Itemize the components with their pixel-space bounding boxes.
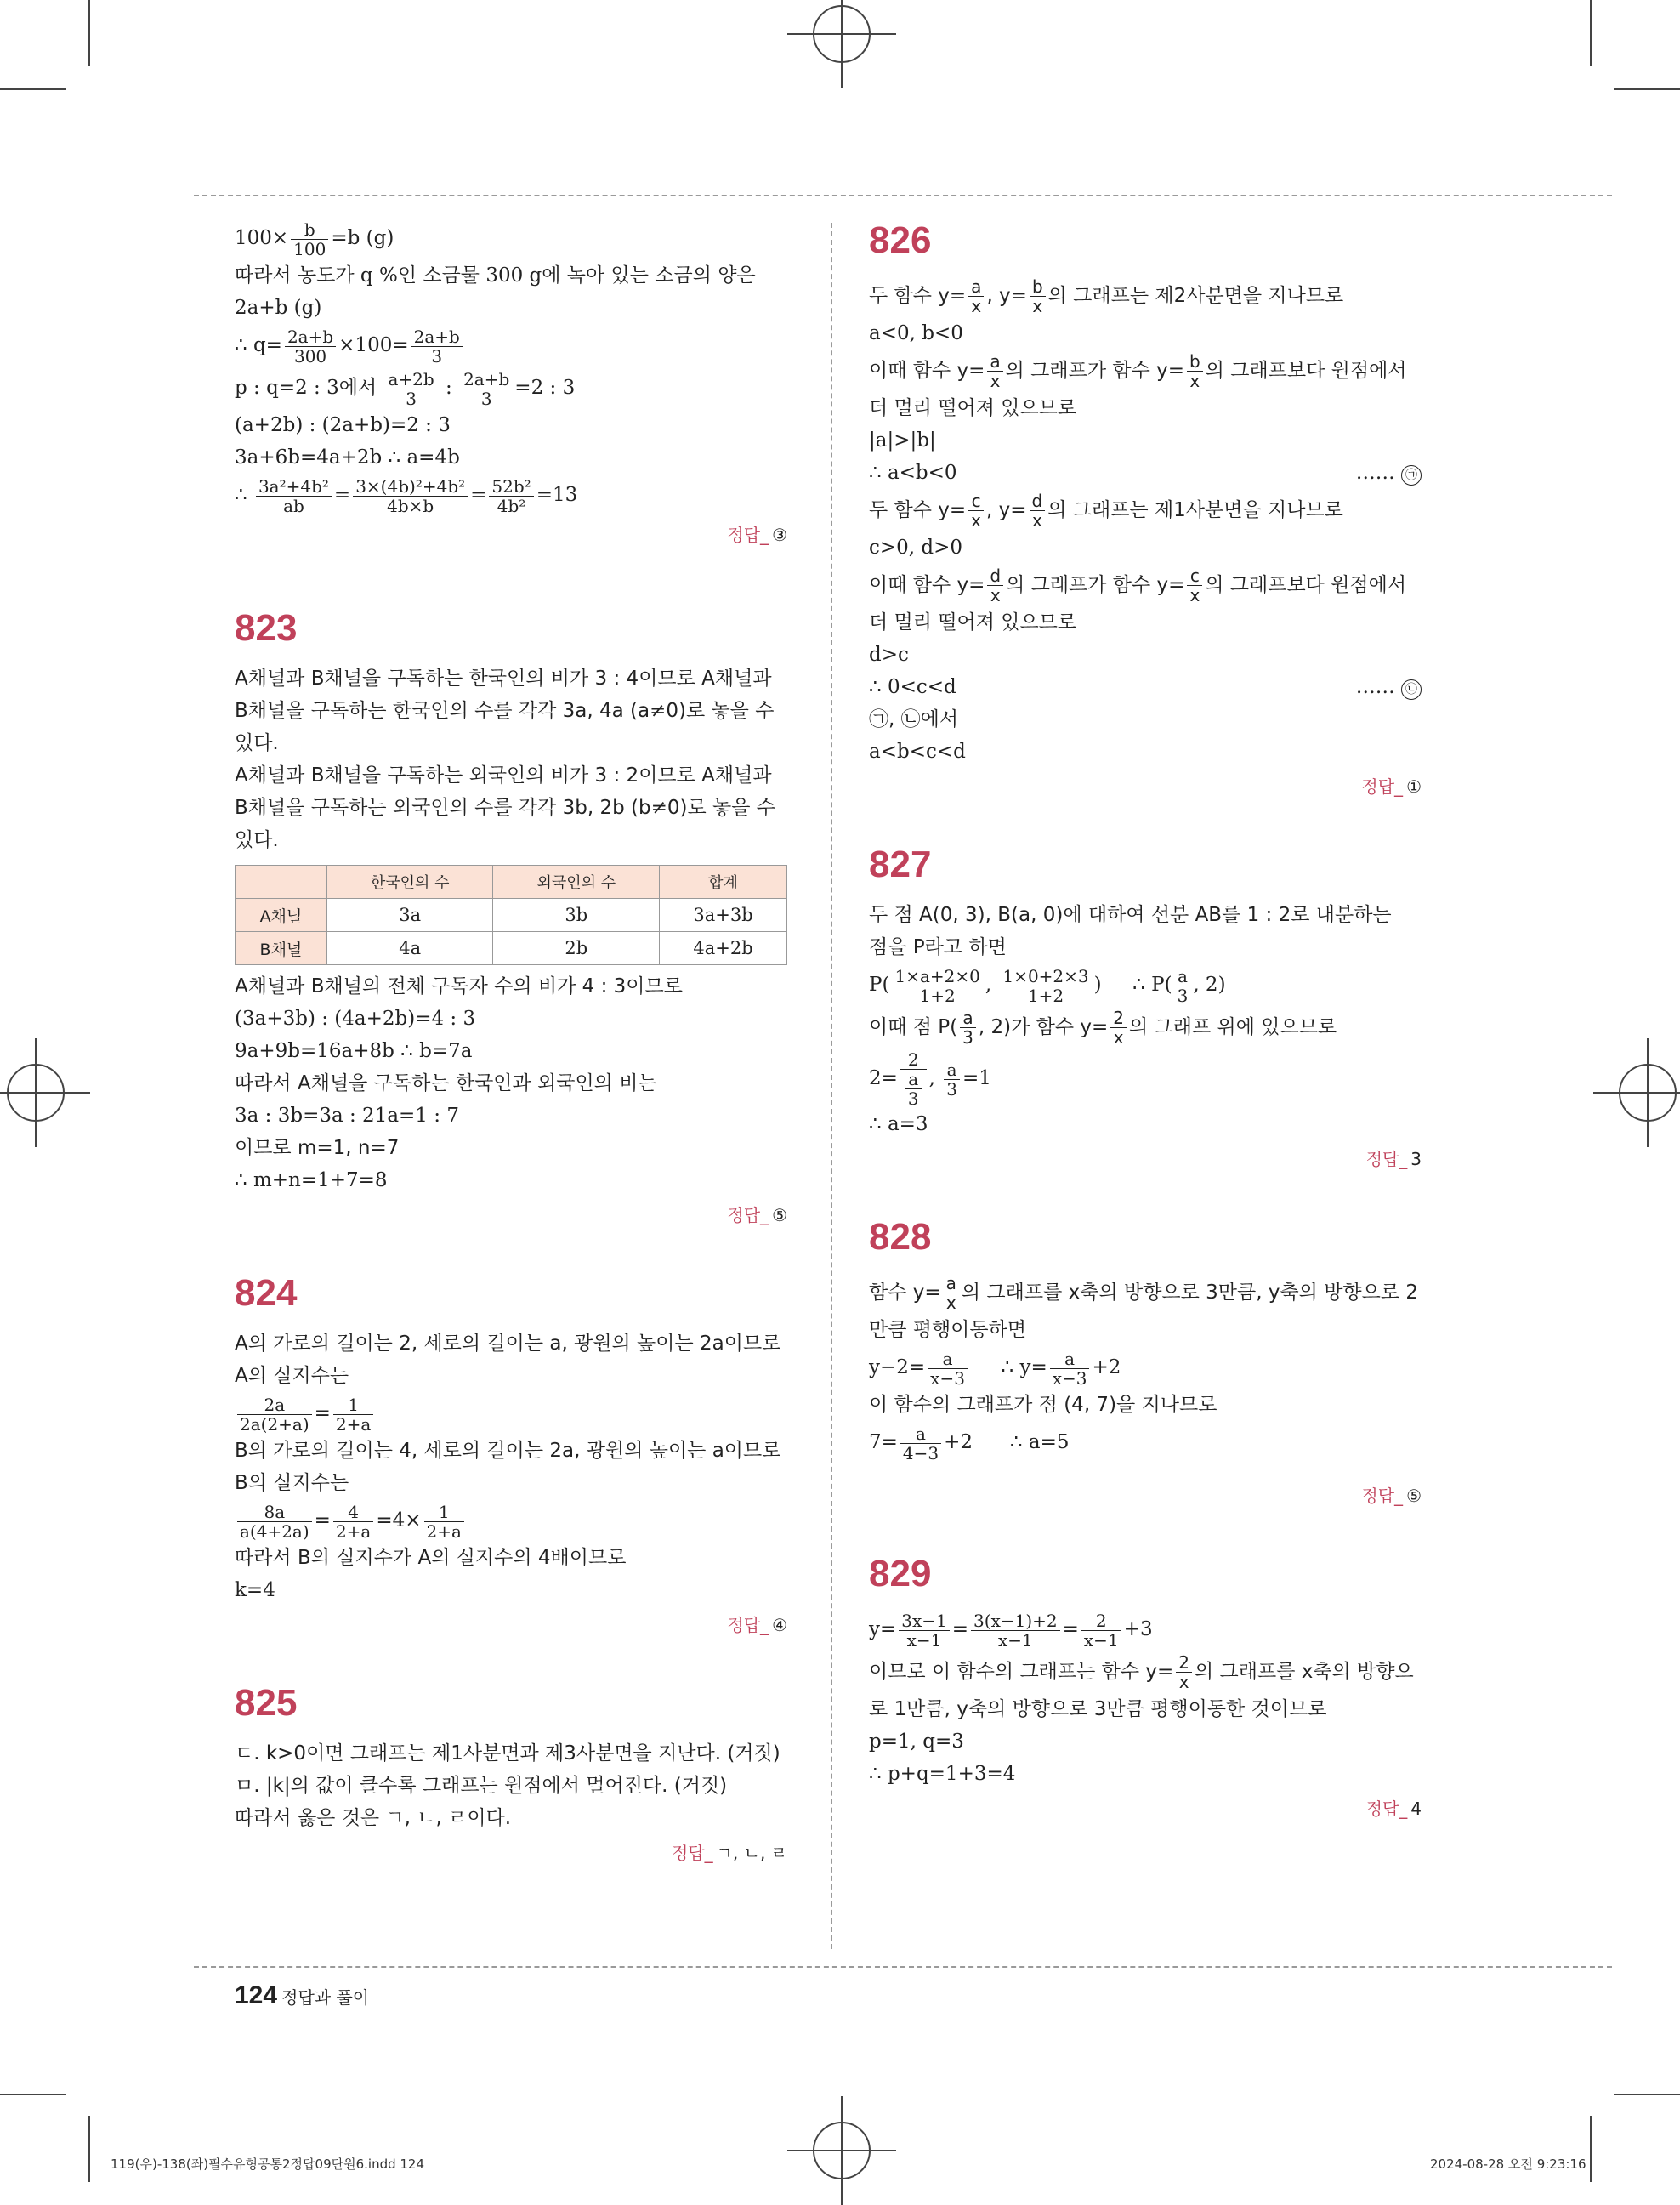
subscriber-table bbox=[235, 865, 787, 965]
crop-mark bbox=[1590, 0, 1592, 66]
top-dashed-rule bbox=[194, 195, 1612, 196]
text-line: 로 1만큼, y축의 방향으로 3만큼 평행이동한 것이므로 bbox=[869, 1698, 1327, 1720]
math-line: 7= $\frac{a}{4-3}$ +2 ∴ a=5 bbox=[869, 1423, 1070, 1463]
text-line: 있다. bbox=[235, 732, 279, 754]
text-line: ㅁ. |k|의 값이 클수록 그래프는 원점에서 멀어진다. (거짓) bbox=[235, 1775, 728, 1797]
math-line: 이때 점 P( $\frac{a}{3}$ , 2)가 함수 y= $\frac{2}{x}$ 의 그래프 위에 있으므로 bbox=[869, 1008, 1337, 1048]
question-number: 824 bbox=[235, 1272, 298, 1314]
math-line: 두 함수 y= $\frac{a}{x}$ , y= $\frac{b}{x}$ 의 그래프는 제2사분면을 지나므로 bbox=[869, 276, 1344, 316]
table-header bbox=[236, 866, 327, 899]
text-line: 따라서 B의 실지수가 A의 실지수의 4배이므로 bbox=[235, 1547, 627, 1569]
answer-line: 정답_ 4 bbox=[1365, 1799, 1422, 1819]
circled-tag: ㉠ bbox=[1401, 465, 1422, 486]
text-line: 더 멀리 떨어져 있으므로 bbox=[869, 611, 1077, 634]
text-line: 따라서 A채널을 구독하는 한국인과 외국인의 비는 bbox=[235, 1072, 657, 1094]
math-line: 이때 함수 y= $\frac{d}{x}$ 의 그래프가 함수 y= $\frac{c}{x}$ 의 그래프보다 원점에서 bbox=[869, 565, 1407, 605]
text-line: |a|>|b| bbox=[869, 429, 936, 452]
text-line: ㄷ. k>0이면 그래프는 제1사분면과 제3사분면을 지난다. (거짓) bbox=[235, 1742, 780, 1765]
circled-tag: ㉡ bbox=[1401, 679, 1422, 700]
math-line: y−2= $\frac{a}{x-3}$ ∴ y= $\frac{a}{x-3}$ +2 bbox=[869, 1348, 1121, 1389]
slug-file: 119(우)-138(좌)필수유형공통2정답09단원6.indd 124 bbox=[111, 2157, 425, 2172]
text-line: 2a+b (g) bbox=[235, 297, 322, 319]
registration-mark bbox=[1619, 1064, 1677, 1122]
footer-label: 정답과 풀이 bbox=[281, 1987, 370, 2008]
page-number: 124 bbox=[235, 1981, 278, 2009]
math-line: $\frac{8a}{a(4+2a)}$ = $\frac{4}{2+a}$ =4× $\frac{1}{2+a}$ bbox=[235, 1499, 787, 1542]
text-line: ∴ m+n=1+7=8 bbox=[235, 1169, 388, 1191]
math-line: 이때 함수 y= $\frac{a}{x}$ 의 그래프가 함수 y= $\frac{b}{x}$ 의 그래프보다 원점에서 bbox=[869, 351, 1407, 391]
question-number: 829 bbox=[869, 1553, 932, 1594]
text-line: B의 가로의 길이는 4, 세로의 길이는 2a, 광원의 높이는 a이므로 bbox=[235, 1440, 781, 1462]
text-line: ∴ p+q=1+3=4 bbox=[869, 1763, 1016, 1785]
text-line: 점을 P라고 하면 bbox=[869, 936, 1007, 958]
slug-date: 2024-08-28 오전 9:23:16 bbox=[1430, 2157, 1586, 2172]
math-line: p : q=2 : 3에서 $\frac{a+2b}{3}$ : $\frac{2a+b}{3}$ =2 : 3 bbox=[235, 368, 576, 409]
text-line: 더 멀리 떨어져 있으므로 bbox=[869, 397, 1077, 419]
text-line: ∴ a<b<0 …… ㉠ bbox=[869, 457, 1422, 489]
left-column bbox=[235, 217, 787, 1868]
registration-mark bbox=[7, 1064, 65, 1122]
math-line: 이므로 이 함수의 그래프는 함수 y= $\frac{2}{x}$ 의 그래프를 x축의 방향으 bbox=[869, 1652, 1414, 1692]
text-line: 따라서 옳은 것은 ㄱ, ㄴ, ㄹ이다. bbox=[235, 1807, 512, 1829]
table-header: 합계 bbox=[660, 866, 787, 899]
crop-mark bbox=[0, 2094, 66, 2095]
text-line: 3a+6b=4a+2b ∴ a=4b bbox=[235, 446, 460, 469]
text-line: (a+2b) : (2a+b)=2 : 3 bbox=[235, 414, 451, 436]
question-number: 826 bbox=[869, 219, 932, 261]
crop-mark bbox=[0, 88, 66, 90]
text-line: a<0, b<0 bbox=[869, 322, 963, 344]
math-line: 100× $\frac{b}{100}$ =b (g) bbox=[235, 219, 394, 259]
math-line: 2= $\frac{2}{\frac{a}{3}}$ , $\frac{a}{3}$ =1 bbox=[869, 1049, 991, 1109]
crop-mark bbox=[1590, 2116, 1592, 2182]
text-line: (3a+3b) : (4a+2b)=4 : 3 bbox=[235, 1008, 476, 1030]
text-line: a<b<c<d bbox=[869, 741, 966, 763]
text-line: ∴ a=3 bbox=[869, 1113, 928, 1135]
registration-mark bbox=[813, 5, 871, 63]
text-line: d>c bbox=[869, 644, 909, 666]
text-line: B의 실지수는 bbox=[235, 1472, 349, 1494]
crop-mark bbox=[88, 2116, 90, 2182]
crop-mark bbox=[1614, 2094, 1680, 2095]
question-number: 823 bbox=[235, 607, 298, 649]
text-line: p=1, q=3 bbox=[869, 1730, 964, 1753]
question-number: 825 bbox=[235, 1682, 298, 1724]
text-line: 이 함수의 그래프가 점 (4, 7)을 지나므로 bbox=[869, 1394, 1217, 1416]
text-line: B채널을 구독하는 외국인의 수를 각각 3b, 2b (b≠0)로 놓을 수 bbox=[235, 797, 775, 819]
answer-line: 정답_ ㄱ, ㄴ, ㄹ bbox=[671, 1843, 787, 1863]
text-line: 이므로 m=1, n=7 bbox=[235, 1137, 400, 1159]
math-line: ∴ q= $\frac{2a+b}{300}$ ×100= $\frac{2a+b}{3}$ bbox=[235, 324, 787, 367]
question-number: 827 bbox=[869, 844, 932, 885]
answer-line: 정답_ ④ bbox=[727, 1615, 787, 1635]
table-header: 한국인의 수 bbox=[326, 866, 493, 899]
table-header: 외국인의 수 bbox=[493, 866, 660, 899]
text-line: 있다. bbox=[235, 829, 279, 851]
answer-line: 정답_ ⑤ bbox=[1361, 1486, 1422, 1506]
math-line: y= $\frac{3x-1}{x-1}$ = $\frac{3(x-1)+2}{x-1}$ = $\frac{2}{x-1}$ +3 bbox=[869, 1610, 1153, 1651]
text-line: 두 점 A(0, 3), B(a, 0)에 대하여 선분 AB를 1 : 2로 내분하는 bbox=[869, 904, 1392, 926]
table-row: A채널 3a 3b 3a+3b bbox=[236, 899, 787, 932]
crop-mark bbox=[88, 0, 90, 66]
question-number: 828 bbox=[869, 1216, 932, 1258]
text-line: A의 실지수는 bbox=[235, 1365, 349, 1387]
text-line: 9a+9b=16a+8b ∴ b=7a bbox=[235, 1040, 473, 1062]
answer-line: 정답_ ⑤ bbox=[727, 1205, 787, 1225]
math-line: P( $\frac{1\times a+2\times 0}{1+2}$ , $\frac{1\times 0+2\times 3}{1+2}$ ) ∴ P( $\frac{a}{3}$ , 2) bbox=[869, 965, 1226, 1006]
text-line: ㉠, ㉡에서 bbox=[869, 708, 959, 730]
right-column bbox=[869, 217, 1422, 1824]
text-line: 만큼 평행이동하면 bbox=[869, 1319, 1027, 1341]
text-line: 3a : 3b=3a : 21a=1 : 7 bbox=[235, 1105, 459, 1127]
bottom-dashed-rule bbox=[194, 1966, 1612, 1968]
answer-line: 정답_ ③ bbox=[727, 525, 787, 545]
text-line: 따라서 농도가 q %인 소금물 300 g에 녹아 있는 소금의 양은 bbox=[235, 264, 756, 287]
math-line: 두 함수 y= $\frac{c}{x}$ , y= $\frac{d}{x}$ 의 그래프는 제1사분면을 지나므로 bbox=[869, 491, 1343, 531]
text-line: ∴ 0<c<d …… ㉡ bbox=[869, 671, 1422, 703]
table-row: B채널 4a 2b 4a+2b bbox=[236, 932, 787, 965]
math-line: $\frac{2a}{2a(2+a)}$ = $\frac{1}{2+a}$ bbox=[235, 1392, 787, 1435]
page-footer bbox=[235, 1981, 369, 2010]
text-line: A의 가로의 길이는 2, 세로의 길이는 a, 광원의 높이는 2a이므로 bbox=[235, 1333, 781, 1355]
text-line: A채널과 B채널을 구독하는 한국인의 비가 3 : 4이므로 A채널과 bbox=[235, 668, 772, 690]
answer-line: 정답_ ① bbox=[1361, 776, 1422, 797]
registration-mark bbox=[813, 2122, 871, 2179]
column-divider bbox=[831, 223, 832, 1949]
text-line: B채널을 구독하는 한국인의 수를 각각 3a, 4a (a≠0)로 놓을 수 bbox=[235, 700, 775, 722]
math-line: ∴ $\frac{\text{3a²+4b²}}{ab}$ = $\frac{\text{3×(4b)²+4b²}}{4b\times b}$ = $\frac{\text{52b²}}{\text{4b²}}$ =13 bbox=[235, 475, 578, 516]
math-line: 함수 y= $\frac{a}{x}$ 의 그래프를 x축의 방향으로 3만큼, y축의 방향으로 2 bbox=[869, 1273, 1419, 1313]
answer-line: 정답_ 3 bbox=[1365, 1149, 1422, 1169]
text-line: c>0, d>0 bbox=[869, 537, 963, 559]
crop-mark bbox=[1614, 88, 1680, 90]
text-line: A채널과 B채널의 전체 구독자 수의 비가 4 : 3이므로 bbox=[235, 975, 683, 997]
text-line: A채널과 B채널을 구독하는 외국인의 비가 3 : 2이므로 A채널과 bbox=[235, 764, 772, 787]
text-line: k=4 bbox=[235, 1579, 275, 1601]
